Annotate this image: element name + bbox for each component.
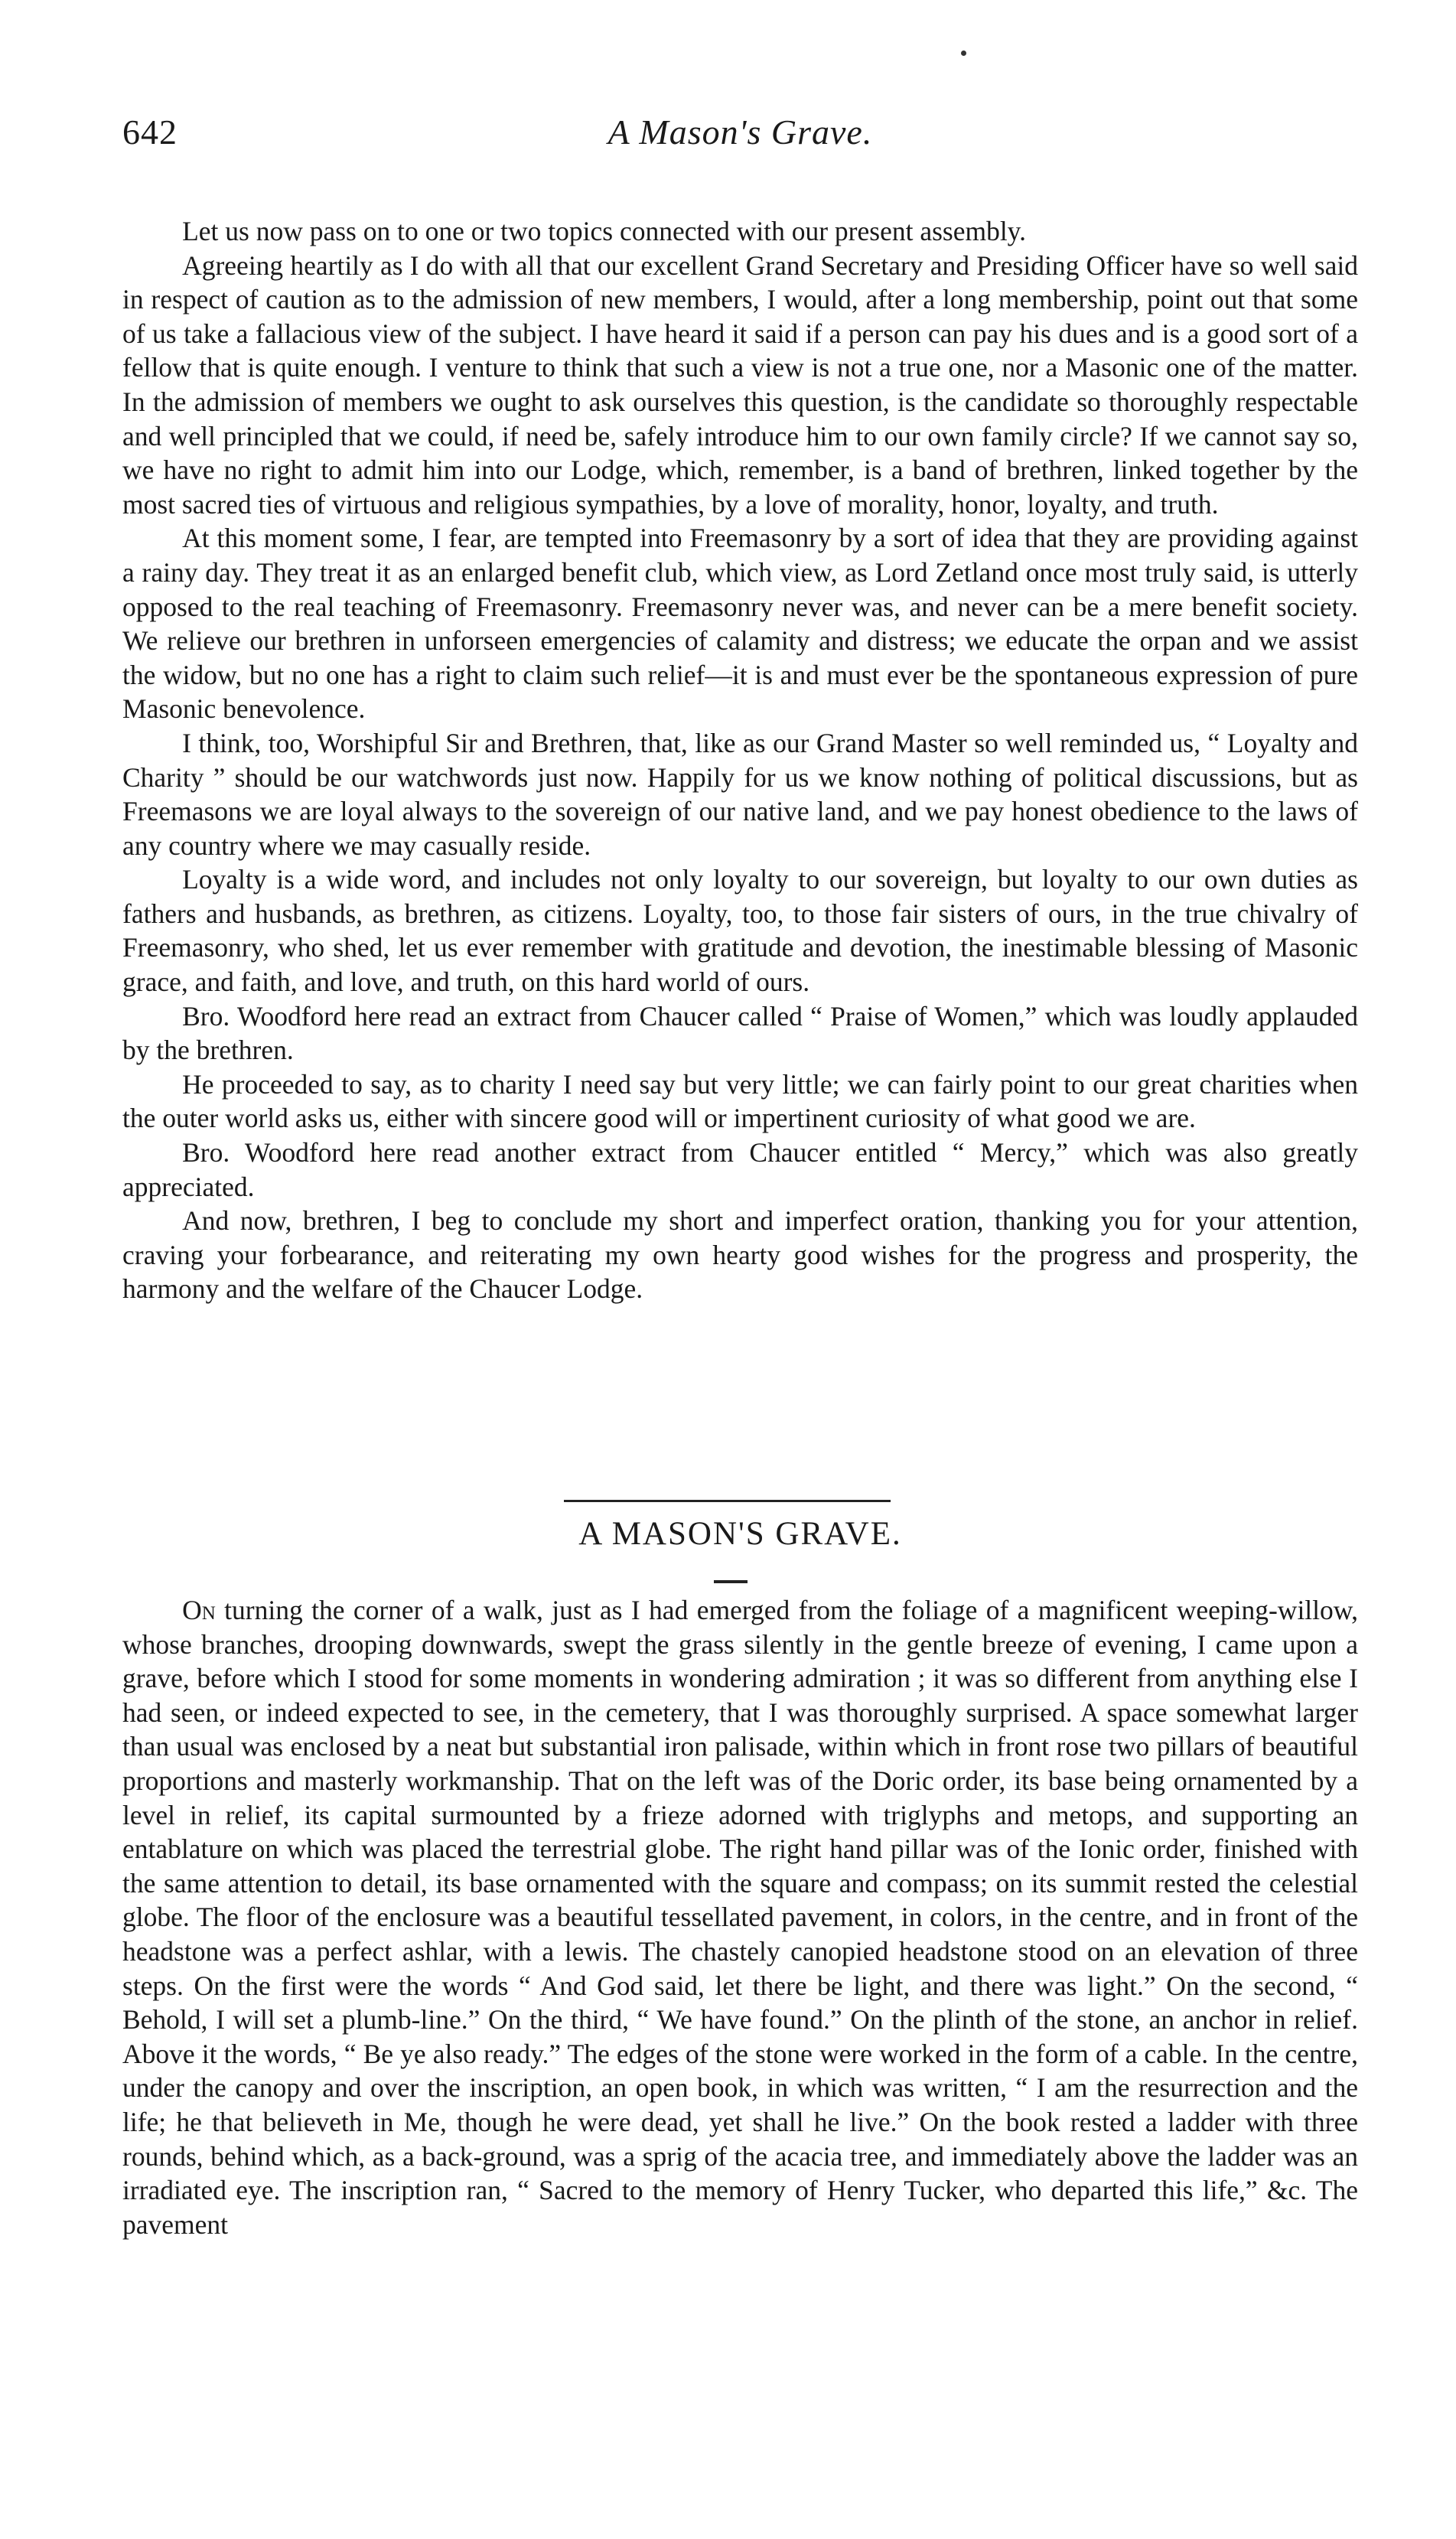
paragraph [122,1593,1358,2241]
ink-speck [961,51,966,56]
paragraph: Agreeing heartily as I do with all that our excellent Grand Secretary and Presiding Officer have so well said in respect of caution as to the admission of new members, I would, after a long membership, point out that some of us take a fallacious view of the subject. I have heard it said if a person can pay his dues and is a good sort of a fellow that is quite enough. I venture to think that such a view is not a true one, nor a Masonic one of the matter. In the admission of members we ought to ask ourselves this question, is the candidate so thoroughly respectable and well principled that we could, if need be, safely introduce him to our own family circle? If we cannot say so, we have no right to admit him into our Lodge, which, remember, is a band of brethren, linked together by the most sacred ties of virtuous and religious sympathies, by a love of morality, honor, loyalty, and truth. [122,249,1358,520]
running-title: A Mason's Grave. [607,112,873,152]
opening-word: On [182,1595,216,1625]
paragraph: He proceeded to say, as to charity I need say but very little; we can fairly point to our great charities when the outer world asks us, either with sincere good will or impertinent curiosity of what good we are. [122,1068,1358,1134]
section-divider [564,1500,891,1502]
title-underline [714,1580,748,1583]
paragraph: At this moment some, I fear, are tempted into Freemasonry by a sort of idea that they are providing against a rainy day. They treat it as an enlarged benefit club, which view, as Lord Zetland once most truly said, is utterly opposed to the real teaching of Freemasonry. Freemasonry never was, and never can be a mere benefit society. We relieve our brethren in unforseen emergencies of calamity and distress; we educate the orpan and we assist the widow, but no one has a right to claim such relief—it is and must ever be the spontaneous expression of pure Masonic benevolence. [122,523,1358,725]
paragraph: Bro. Woodford here read an extract from Chaucer called “ Praise of Women,” which was loudly applauded by the brethren. [122,1000,1358,1066]
paragraph: I think, too, Worshipful Sir and Brethren, that, like as our Grand Master so well reminded us, “ Loyalty and Charity ” should be our watchwords just now. Happily for us we know nothing of political discussions, but as Freemasons we are loyal always to the sovereign of our native land, and we pay honest obedience to the laws of any country where we may casually reside. [122,727,1358,861]
paragraph: Bro. Woodford here read another extract from Chaucer entitled “ Mercy,” which was also greatly appreciated. [122,1137,1358,1202]
paragraph: And now, brethren, I beg to conclude my short and imperfect oration, thanking you for your attention, craving your forbearance, and reiterating my own hearty good wishes for the progress and prosperity, the harmony and the welfare of the Chaucer Lodge. [122,1205,1358,1305]
oration-text [122,214,1358,1306]
paragraph: Let us now pass on to one or two topics connected with our present assembly. [182,216,1027,246]
opening-paragraph: turning the corner of a walk, just as I had emerged from the foliage of a magnificent weeping-willow, whose branches, drooping downwards, swept the grass silently in the gentle breeze of evening, I came upon a grave, before which I stood for some moments in wondering admiration ; it was so different from anything else I had seen, or indeed expected to see, in the cemetery, that I was thoroughly surprised. A space somewhat larger than usual was enclosed by a neat but substantial iron palisade, within which in front rose two pillars of beautiful proportions and masterly workmanship. That on the left was of the Doric order, its base being ornamented by a level in relief, its capital surmounted by a frieze adorned with triglyphs and metops, and supporting an entablature on which was placed the terrestrial globe. The right hand pillar was of the Ionic order, finished with the same attention to detail, its base ornamented with the square and compass; on its summit rested the celestial globe. The floor of the enclosure was a beautiful tessellated pavement, in colors, in the centre, and in front of the headstone was a perfect ashlar, with a lewis. The chastely canopied headstone stood on an elevation of three steps. On the first were the words “ And God said, let there be light, and there was light.” On the second, “ Behold, I will set a plumb-line.” On the third, “ We have found.” On the plinth of the stone, an anchor in relief. Above it the words, “ Be ye also ready.” The edges of the stone were worked in the form of a cable. In the centre, under the canopy and over the inscription, an open book, in which was written, “ I am the resurrection and the life; he that believeth in Me, though he were dead, yet shall he live.” On the book rested a ladder with three rounds, behind which, as a back-ground, was a sprig of the acacia tree, and immediately above the ladder was an irradiated eye. The inscription ran, “ Sacred to the memory of Henry Tucker, who departed this life,” &c. The pavement [122,1595,1358,2240]
article-title: A MASON'S GRAVE. [578,1516,902,1552]
paragraph: Loyalty is a wide word, and includes not only loyalty to our sovereign, but loyalty to our own duties as fathers and husbands, as brethren, as citizens. Loyalty, too, to those fair sisters of ours, in the true chivalry of Freemasonry, who shed, let us ever remember with gratitude and devotion, the inestimable blessing of Masonic grace, and faith, and love, and truth, on this hard world of ours. [122,864,1358,998]
article-text [122,1593,1358,2241]
page-header [122,112,1358,173]
page-number: 642 [122,112,178,152]
book-page [122,0,1358,2539]
